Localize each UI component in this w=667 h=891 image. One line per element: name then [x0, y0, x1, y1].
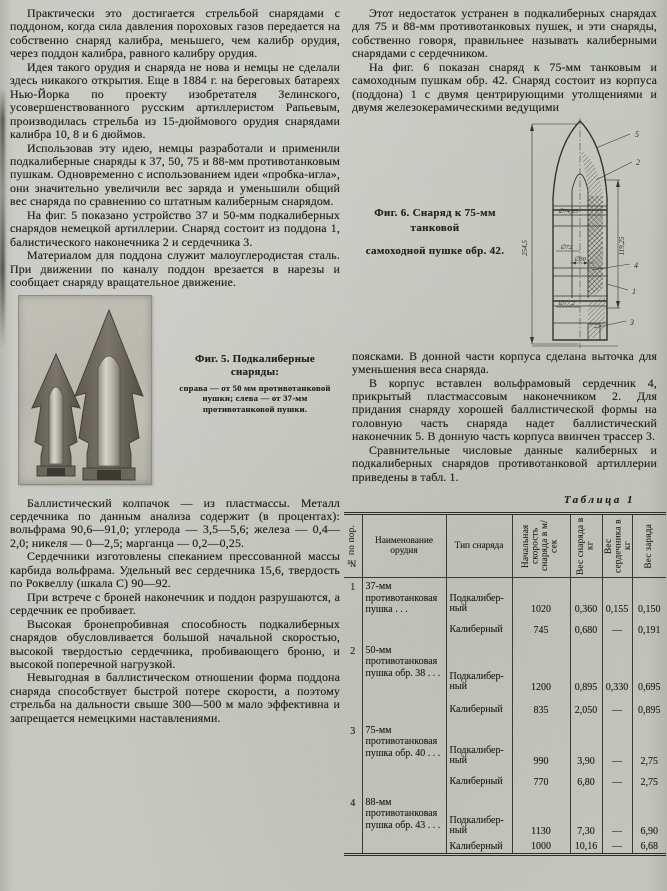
dim-label-d72: ∅72: [560, 243, 572, 251]
paragraph: Невыгодная в баллистическом отношении форма поддона снаряда способствует быстрой потере скорости, а поэтому стрельба на дальности свыше 300—500 м мало эффективна и запрещается немецкими наставлениями.: [10, 670, 340, 725]
figure-6: [352, 118, 657, 350]
paragraph: Сердечники изготовлены спеканием прессованной массы карбида вольфрама. Удельный вес сердечника 15,6, твердость по Роквеллу (шкала С) 90—92.: [10, 549, 340, 591]
table-body: [344, 578, 666, 855]
velocity-value: 1020: [512, 578, 570, 616]
shell-weight-value: 2,050: [570, 694, 602, 722]
velocity-value: 1000: [512, 838, 570, 855]
paragraph: Идея такого орудия и снаряда не нова и немцы не сделали здесь никакого открытия. Еще в 1884 г. на береговых батареях Нью-Йорка по проекту изобретателя Зелинского, усовершенствованного русским артиллеристом Рапьевым, производилась стрельба из 15-дюймового орудия снарядами калибра 10, 8 и 6 дюймов.: [10, 59, 340, 142]
col-header-shell-weight: Вес снаряда в кг: [570, 514, 602, 578]
velocity-value: 770: [512, 768, 570, 794]
callout-3: 3: [630, 317, 634, 327]
charge-weight-value: 0,191: [632, 616, 666, 642]
left-column: [10, 7, 340, 856]
projectile-section-drawing: [518, 118, 658, 350]
core-section: [588, 196, 603, 296]
dim-label-119-25: 119,25: [618, 236, 626, 255]
velocity-value: 835: [512, 694, 570, 722]
shell-weight-value: 0,680: [570, 616, 602, 642]
dim-label-d30: ∅30: [574, 255, 586, 263]
dim-label-d77-2: ∅77,2: [558, 299, 575, 307]
figure-5: [18, 295, 340, 491]
table-label: Таблица 1: [563, 494, 635, 507]
paragraph: Использовав эту идею, немцы разработали и применили подкалиберные снаряды к 37, 50, 75 и 88-мм противотанковым пушкам. Одновременно с использованием идеи «пробка-игла», они значительно увеличили вес заряда и уменьшили общий вес снаряда по сравнению со штатным калиберным снарядом.: [10, 140, 340, 209]
paragraph: Сравнительные числовые данные калиберных и подкалиберных снарядов противотанковой артиллерии приведены в табл. 1.: [352, 442, 657, 484]
charge-weight-value: 6,68: [632, 838, 666, 855]
charge-weight-value: 0,695: [632, 642, 666, 694]
callout-4: 4: [634, 260, 638, 270]
callout-5: 5: [635, 129, 639, 139]
core-weight-value: —: [602, 722, 632, 768]
figure-6-caption-line1: Фиг. 6. Снаряд к 75-мм танковой: [374, 206, 496, 234]
callout-2: 2: [636, 157, 640, 167]
charge-weight-value: 6,90: [632, 794, 666, 838]
velocity-value: 1130: [512, 794, 570, 838]
base-section: [588, 296, 605, 338]
paragraph: поясками. В донной части корпуса сделана выточка для уменьшения веса снаряда.: [352, 348, 657, 377]
velocity-value: 745: [512, 616, 570, 642]
figure-6-caption-line2: самоходной пушке обр. 42.: [365, 244, 505, 257]
core-weight-value: —: [602, 616, 632, 642]
gun-name: 37-мм противотанковая пушка . . .: [362, 578, 446, 642]
shell-weight-value: 10,16: [570, 838, 602, 855]
scan-edge-artifact: [0, 88, 5, 348]
gun-number: 2: [350, 645, 356, 657]
table-row: [344, 722, 666, 768]
shell-weight-value: 0,895: [570, 642, 602, 694]
gun-number: 3: [350, 725, 356, 737]
gun-name: 50-мм противотанковая пушка обр. 38 . . .: [362, 642, 446, 722]
gun-number: 1: [350, 582, 356, 594]
shell-type: Подкалиберный: [446, 578, 512, 616]
charge-weight-value: 2,75: [632, 768, 666, 794]
shell-weight-value: 0,360: [570, 578, 602, 616]
paragraph: В корпус вставлен вольфрамовый сердечник 4, прикрытый пластмассовым наконечником 2. Для придания снаряду хорошей баллистической формы на головную часть снаряда надет баллистический наконечник 5. В донную часть корпуса ввинчен трассер 3.: [352, 375, 657, 444]
shell-type: Подкалиберный: [446, 722, 512, 768]
col-header-type: Тип снаряда: [446, 514, 512, 578]
figure-5-subtitle: справа — от 50 мм противотанковой пушки; слева — от 37-мм противотанковой пушки.: [179, 382, 331, 414]
sabot-projectiles-photo-illustration: [19, 296, 149, 482]
figure-6-caption: [352, 206, 518, 350]
projectile-37mm: [32, 354, 80, 476]
paragraph: Этот недостаток устранен в подкалиберных снарядах для 75 и 88-мм противотанковых пушек, и эти снаряды, собственно говоря, правильнее называть калиберными снарядами с сердечником.: [352, 6, 657, 61]
shell-type: Калиберный: [446, 694, 512, 722]
paragraph: На фиг. 5 показано устройство 37 и 50-мм подкалиберных снарядов немецкой артиллерии. Снаряд состоит из поддона 1, балистического наконечника 2 и сердечника 3.: [10, 207, 340, 249]
col-header-gun: Наименование орудия: [362, 514, 446, 578]
dim-label-d74-85: ∅74,85: [558, 207, 578, 215]
figure-5-title: Фиг. 5. Подкалиберные снаряды:: [195, 352, 315, 378]
callout-1: 1: [632, 286, 636, 296]
dimension-total-length: [530, 124, 578, 344]
core-weight-value: —: [602, 838, 632, 855]
table-row: [344, 794, 666, 838]
shell-type: Подкалиберный: [446, 794, 512, 838]
shell-weight-value: 7,30: [570, 794, 602, 838]
col-header-core-weight: Вес сердечника в кг: [602, 514, 632, 578]
paragraph: Высокая бронепробивная способность подкалиберных снарядов обусловливается большой начальной скоростью, высокой твердостью сердечника, пробивающего броню, и высокой поперечной нагрузкой.: [10, 616, 340, 671]
charge-weight-value: 2,75: [632, 722, 666, 768]
comparison-table: [344, 512, 666, 856]
paragraph: Баллистический колпачок — из пластмассы. Металл сердечника по данным анализа содержит (в процентах): вольфрама 90,6—91,0; углерода — 3,5—5,6; железа — 0,4—2,0; никеля — 0—2,5; марганца — 0,2—0,25.: [10, 495, 340, 550]
shell-weight-value: 3,90: [570, 722, 602, 768]
shell-type: Калиберный: [446, 616, 512, 642]
paragraph: При встрече с броней наконечник и поддон разрушаются, а сердечник ее пробивает.: [10, 589, 340, 618]
velocity-value: 1200: [512, 642, 570, 694]
gun-number: 4: [350, 797, 356, 809]
projectile-50mm: [75, 310, 143, 480]
shell-type: Калиберный: [446, 838, 512, 855]
figure-5-caption: [174, 353, 336, 491]
figure-6-drawing: [518, 118, 658, 350]
shell-type: Подкалиберный: [446, 642, 512, 694]
charge-weight-value: 0,150: [632, 578, 666, 616]
core-weight-value: —: [602, 694, 632, 722]
velocity-value: 990: [512, 722, 570, 768]
gun-name: 75-мм противотанковая пушка обр. 40 . . .: [362, 722, 446, 794]
col-header-charge-weight: Вес заряда: [632, 514, 666, 578]
col-header-num: № по пор.: [344, 514, 362, 578]
charge-weight-value: 0,895: [632, 694, 666, 722]
core-weight-value: 0,155: [602, 578, 632, 616]
core-weight-value: 0,330: [602, 642, 632, 694]
core-weight-value: —: [602, 768, 632, 794]
core-weight-value: —: [602, 794, 632, 838]
paragraph: Материалом для поддона служит малоуглеродистая сталь. При движении по каналу поддон врезается в нарезы и сообщает снаряду вращательное движение.: [10, 248, 340, 290]
paragraph: На фиг. 6 показан снаряд к 75-мм танковым и самоходным пушкам обр. 42. Снаряд состоит из корпуса (поддона) 1 с двумя центрирующими утолщениями и двумя железокерамическими ведущими: [352, 59, 657, 115]
right-column: [347, 6, 661, 856]
dim-label-254-5: 254,5: [521, 239, 529, 256]
col-header-velocity: Начальная скорость снаряда в м/сек: [512, 514, 570, 578]
table-header: [344, 514, 666, 578]
table-row: [344, 642, 666, 694]
shell-type: Калиберный: [446, 768, 512, 794]
paragraph: Практически это достигается стрельбой снарядами с поддоном, когда сила давления пороховых газов передается на собственно снаряд калибра, меньшего, чем калибр орудия, через поддон калибра, равного калибру орудия.: [10, 6, 340, 61]
gun-name: 88-мм противотанковая пушка обр. 43 . . .: [362, 794, 446, 855]
table-row: [344, 578, 666, 616]
two-column-layout: [10, 7, 659, 856]
figure-5-photo: [18, 295, 152, 485]
shell-weight-value: 6,80: [570, 768, 602, 794]
